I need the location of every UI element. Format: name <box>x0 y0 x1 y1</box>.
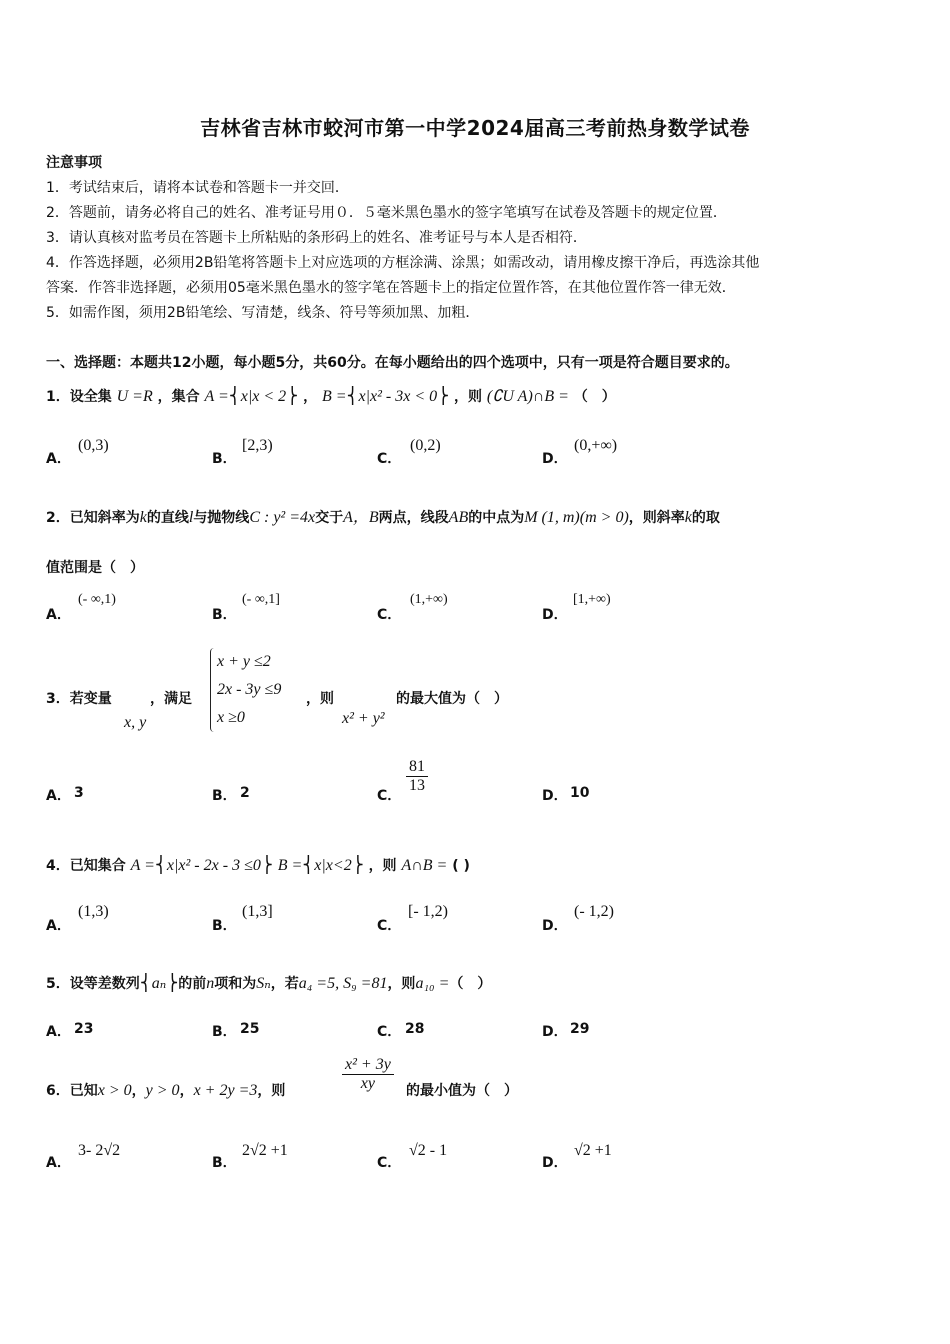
option-label: B． <box>212 1024 237 1040</box>
question-6: 6．已知x > 0，y > 0，x + 2y =3，则 <box>46 1082 286 1099</box>
question-3-number: 3．若变量 <box>46 691 112 707</box>
question-2: 2．已知斜率为k的直线l与抛物线C : y² =4x交于A，B两点，线段AB的中点为M (1, m)(m > 0)，则斜率k的取 <box>46 509 720 526</box>
notice-heading: 注意事项 <box>46 155 102 171</box>
option-label: A． <box>46 451 71 467</box>
question-6-text: 的最小值为（ ） <box>406 1083 518 1099</box>
question-1: 1．设全集 U =R ，集合 A =⎨x|x < 2⎬ ， B =⎨x|x² - 3x < 0⎬ ，则 (∁U A)∩B = （ ） <box>46 388 616 405</box>
option-label: B． <box>212 1155 237 1171</box>
notice-item: 3．请认真核对监考员在答题卡上所粘贴的条形码上的姓名、准考证号与本人是否相符． <box>46 230 587 246</box>
option-value: [- 1,2) <box>408 903 448 920</box>
option-value: 3 <box>74 785 84 801</box>
option-label: A． <box>46 788 71 804</box>
constraint: x + y ≤2 <box>217 653 271 670</box>
notice-item: 答案．作答非选择题，必须用05毫米黑色墨水的签字笔在答题卡上的指定位置作答，在其他位置作答一律无效． <box>46 280 736 296</box>
option-value: (- ∞,1] <box>242 592 280 607</box>
option-label: D． <box>542 1024 568 1040</box>
constraint-system <box>210 648 281 732</box>
option-label: C． <box>377 1155 402 1171</box>
option-label: D． <box>542 788 568 804</box>
option-value: 23 <box>74 1021 94 1037</box>
option-label: D． <box>542 1155 568 1171</box>
section-heading: 一、选择题：本题共12小题，每小题5分，共60分。在每小题给出的四个选项中，只有一项是符合题目要求的。 <box>46 355 739 371</box>
question-3-text: ，则 <box>306 691 334 707</box>
constraint: x ≥0 <box>217 709 245 726</box>
option-value: 2√2 +1 <box>242 1142 288 1159</box>
notice-item: 2．答题前，请务必将自己的姓名、准考证号用０．５毫米黑色墨水的签字笔填写在试卷及答题卡的规定位置． <box>46 205 727 221</box>
question-3-text: ，满足 <box>150 691 192 707</box>
option-label: B． <box>212 788 237 804</box>
option-label: C． <box>377 451 402 467</box>
option-label: C． <box>377 1024 402 1040</box>
notice-item: 4．作答选择题，必须用2B铅笔将答题卡上对应选项的方框涂满、涂黑；如需改动，请用橡皮擦干净后，再选涂其他 <box>46 255 760 271</box>
option-value: √2 - 1 <box>409 1142 448 1159</box>
question-3-expr: x² + y² <box>342 710 385 727</box>
option-label: A． <box>46 1155 71 1171</box>
question-3-text: 的最大值为（ ） <box>396 691 508 707</box>
option-value: 3- 2√2 <box>78 1142 121 1159</box>
question-3-vars: x, y <box>124 714 147 731</box>
exam-title: 吉林省吉林市蛟河市第一中学2024届高三考前热身数学试卷 <box>200 116 750 140</box>
question-4: 4．已知集合 A =⎨x|x² - 2x - 3 ≤0⎬ B =⎨x|x<2⎬ ，则 A∩B = ( ) <box>46 857 470 874</box>
option-value: 28 <box>405 1021 425 1037</box>
option-value: (0,2) <box>410 437 441 454</box>
option-value: (- ∞,1) <box>78 592 116 607</box>
option-value-fraction: $\frac{81}{13}$ <box>406 758 428 795</box>
question-2-continued: 值范围是（ ） <box>46 560 144 576</box>
option-label: D． <box>542 451 568 467</box>
option-label: C． <box>377 607 402 623</box>
option-label: A． <box>46 607 71 623</box>
notice-item: 1．考试结束后，请将本试卷和答题卡一并交回． <box>46 180 349 196</box>
option-value: 10 <box>570 785 590 801</box>
option-label: C． <box>377 788 402 804</box>
option-value: (0,+∞) <box>574 437 618 454</box>
option-value: (- 1,2) <box>574 903 614 920</box>
question-5: 5．设等差数列⎨aₙ⎬的前n项和为Sₙ，若a₄ =5, S₉ =81，则a₁₀ =（ ） <box>46 975 492 992</box>
question-6-fraction: $\frac{\text{x² + 3y}}{xy}$ <box>342 1056 394 1093</box>
option-value: [1,+∞) <box>573 592 611 607</box>
option-value: (1,3) <box>78 903 109 920</box>
constraint: 2x - 3y ≤9 <box>217 681 282 698</box>
option-value: (1,+∞) <box>410 592 448 607</box>
option-label: A． <box>46 1024 71 1040</box>
option-label: C． <box>377 918 402 934</box>
option-value: √2 +1 <box>574 1142 612 1159</box>
option-label: A． <box>46 918 71 934</box>
option-value: 25 <box>240 1021 260 1037</box>
option-value: (0,3) <box>78 437 109 454</box>
option-value: [2,3) <box>242 437 273 454</box>
option-label: B． <box>212 451 237 467</box>
option-label: B． <box>212 607 237 623</box>
option-label: D． <box>542 918 568 934</box>
option-label: D． <box>542 607 568 623</box>
option-value: 2 <box>240 785 250 801</box>
option-value: 29 <box>570 1021 590 1037</box>
option-label: B． <box>212 918 237 934</box>
notice-item: 5．如需作图，须用2B铅笔绘、写清楚，线条、符号等须加黑、加粗． <box>46 305 480 321</box>
option-value: (1,3] <box>242 903 273 920</box>
